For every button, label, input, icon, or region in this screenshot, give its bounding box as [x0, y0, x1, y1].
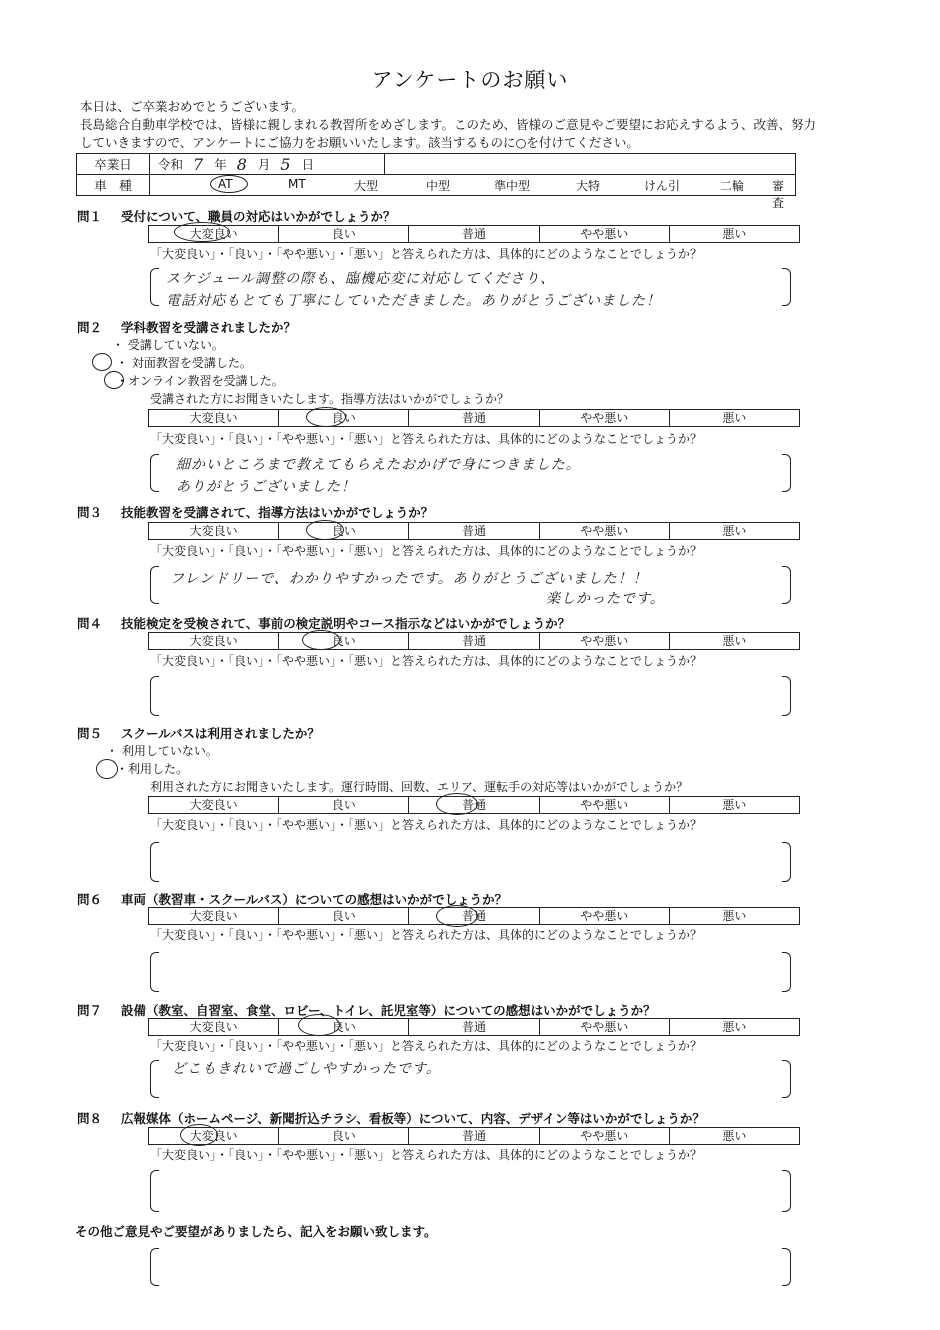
q6-text: 車両（教習車・スクールバス）についての感想はいかがでしょうか？ — [121, 892, 508, 907]
q4-followup: 「大変良い」・「良い」・「やや悪い」・「悪い」と答えられた方は、具体的にどのようなことでしょうか？ — [150, 654, 703, 668]
q1-answer-line-1[interactable]: スケジュール調整の際も、臨機応変に対応してくださり、 — [166, 271, 556, 287]
q1-slightly-bad[interactable]: やや悪い — [540, 226, 670, 242]
q2-good[interactable]: 良い — [279, 410, 409, 426]
q3-scale — [148, 522, 800, 540]
q8-slightly-bad[interactable]: やや悪い — [540, 1128, 670, 1144]
q2-option-inperson[interactable]: ・ 対面教習を受講した。 — [116, 356, 252, 370]
q7-bad[interactable]: 悪い — [722, 1020, 747, 1034]
q3-number: 問３ — [77, 505, 103, 520]
q2-normal[interactable]: 普通 — [409, 410, 539, 426]
q1-answer-line-2[interactable]: 電話対応もとても丁寧にしていただきました。ありがとうございました！ — [166, 293, 661, 309]
vehicle-label: 車 種 — [77, 175, 150, 195]
other-question: その他ご意見やご要望がありましたら、記入をお願い致します。 — [75, 1224, 437, 1239]
q2-subquestion: 受講された方にお聞きいたします。指導方法はいかがでしょうか？ — [150, 392, 510, 406]
q5-option-used-label: 利用した。 — [128, 762, 189, 776]
q3-followup: 「大変良い」・「良い」・「やや悪い」・「悪い」と答えられた方は、具体的にどのようなことでしょうか？ — [150, 544, 703, 558]
q7-followup: 「大変良い」・「良い」・「やや悪い」・「悪い」と答えられた方は、具体的にどのようなことでしょうか？ — [150, 1039, 703, 1053]
q7-text: 設備（教室、自習室、食堂、ロビー、トイレ、託児室等）についての感想はいかがでしょうか？ — [121, 1003, 656, 1018]
q7-very-good[interactable]: 大変良い — [149, 1019, 279, 1035]
q8-normal[interactable]: 普通 — [409, 1128, 539, 1144]
q3-slightly-bad[interactable]: やや悪い — [540, 523, 670, 539]
q2-answer-line-2[interactable]: ありがとうございました！ — [176, 479, 356, 495]
q2-followup: 「大変良い」・「良い」・「やや悪い」・「悪い」と答えられた方は、具体的にどのようなことでしょうか？ — [150, 432, 703, 446]
month-unit: 月 — [257, 157, 271, 172]
header-table — [76, 153, 796, 210]
q5-very-good[interactable]: 大変良い — [149, 797, 279, 813]
q4-very-good[interactable]: 大変良い — [149, 633, 279, 649]
q6-bracket-right — [782, 952, 791, 992]
vehicle-semi-medium[interactable]: 準中型 — [494, 179, 531, 193]
q8-very-good[interactable]: 大変良い — [149, 1128, 279, 1144]
q1-followup: 「大変良い」・「良い」・「やや悪い」・「悪い」と答えられた方は、具体的にどのようなことでしょうか？ — [150, 247, 703, 261]
q4-circle-mark — [302, 630, 340, 650]
q2-option-online[interactable]: ・オンライン教習を受講した。 — [116, 374, 284, 388]
q1-text: 受付について、職員の対応はいかがでしょうか？ — [121, 209, 396, 224]
q6-question — [77, 890, 507, 908]
q1-good[interactable]: 良い — [279, 226, 409, 242]
q8-circle-mark — [180, 1124, 218, 1146]
q5-slightly-bad[interactable]: やや悪い — [540, 797, 670, 813]
q7-good[interactable]: 良い — [279, 1019, 409, 1035]
q7-bracket-right — [782, 1060, 791, 1098]
q7-scale — [148, 1018, 800, 1036]
q5-subquestion: 利用された方にお聞きいたします。運行時間、回数、エリア、運転手の対応等はいかがでしょうか？ — [150, 780, 689, 794]
q6-normal[interactable]: 普通 — [409, 908, 539, 924]
q5-text: スクールバスは利用されましたか？ — [121, 726, 320, 741]
q5-option-none[interactable]: ・ 利用していない。 — [106, 744, 218, 758]
q2-text: 学科教習を受講されましたか？ — [121, 320, 297, 335]
q6-bad[interactable]: 悪い — [722, 909, 747, 923]
graduation-row — [77, 154, 795, 174]
q2-option-inperson-label: 対面教習を受講した。 — [131, 356, 252, 370]
q7-normal[interactable]: 普通 — [409, 1019, 539, 1035]
q4-good[interactable]: 良い — [279, 633, 409, 649]
q1-bracket-right — [782, 268, 791, 306]
intro-line-3: していきますので、アンケートにご協力をお願いいたします。該当するものに○を付けてください。 — [80, 135, 639, 150]
vehicle-special[interactable]: 大特 — [576, 179, 601, 193]
q6-bracket-left — [150, 952, 159, 992]
q2-bracket-right — [782, 454, 791, 492]
year-value[interactable]: 7 — [193, 154, 205, 174]
q8-bad[interactable]: 悪い — [722, 1129, 747, 1143]
vehicle-row — [77, 174, 795, 210]
q2-very-good[interactable]: 大変良い — [149, 410, 279, 426]
q2-number: 問２ — [77, 320, 103, 335]
q1-scale — [148, 225, 800, 243]
q4-bracket-left — [150, 676, 159, 716]
q5-normal[interactable]: 普通 — [409, 797, 539, 813]
q3-question — [77, 503, 433, 521]
vehicle-options — [150, 175, 795, 210]
q1-very-good[interactable]: 大変良い — [149, 226, 279, 242]
q4-text: 技能検定を受検されて、事前の検定説明やコース指示などはいかがでしょうか？ — [121, 616, 571, 631]
q2-bracket-left — [150, 454, 159, 492]
vehicle-medium[interactable]: 中型 — [426, 179, 451, 193]
q7-question — [77, 1001, 656, 1019]
vehicle-tow[interactable]: けん引 — [644, 179, 681, 193]
q7-slightly-bad[interactable]: やや悪い — [540, 1019, 670, 1035]
q3-normal[interactable]: 普通 — [409, 523, 539, 539]
q1-bracket-left — [150, 268, 159, 306]
era-label: 令和 — [158, 157, 184, 172]
q3-bracket-left — [150, 566, 159, 604]
q8-question — [77, 1109, 705, 1127]
q2-option-none[interactable]: ・ 受講していない。 — [112, 338, 224, 352]
q2-bad[interactable]: 悪い — [722, 411, 747, 425]
q4-number: 問４ — [77, 616, 103, 631]
at-circle-mark — [210, 175, 248, 193]
q3-good[interactable]: 良い — [279, 523, 409, 539]
q3-bracket-right — [782, 566, 791, 604]
vehicle-exam[interactable]: 審査 — [772, 179, 785, 210]
q7-circle-mark — [298, 1014, 340, 1036]
q4-bracket-right — [782, 676, 791, 716]
vehicle-motorcycle[interactable]: 二輪 — [720, 179, 745, 193]
q5-option-used[interactable]: ・利用した。 — [116, 762, 189, 776]
q2-slightly-bad[interactable]: やや悪い — [540, 410, 670, 426]
vehicle-mt[interactable]: MT — [288, 177, 306, 191]
q5-bracket-right — [782, 842, 791, 882]
year-unit: 年 — [214, 157, 227, 172]
q5-good[interactable]: 良い — [279, 797, 409, 813]
q2-option-online-label: オンライン教習を受講した。 — [128, 374, 284, 388]
other-bracket-right — [782, 1248, 791, 1286]
q3-bad[interactable]: 悪い — [722, 524, 747, 538]
q3-very-good[interactable]: 大変良い — [149, 523, 279, 539]
q2-circle-mark — [306, 407, 346, 427]
vehicle-large[interactable]: 大型 — [354, 179, 379, 193]
q7-bracket-left — [150, 1060, 159, 1098]
q5-number: 問５ — [77, 726, 103, 741]
intro-line-2: 長島総合自動車学校では、皆様に親しまれる教習所をめざします。このため、皆様のご意見やご要望にお応えするよう、改善、努力 — [80, 117, 817, 132]
q2-scale — [148, 409, 800, 427]
page-title: アンケートのお願い — [371, 68, 569, 92]
q5-used-circle-mark — [96, 759, 118, 779]
q3-text: 技能教習を受講されて、指導方法はいかがでしょうか？ — [121, 505, 434, 520]
vehicle-at[interactable]: AT — [218, 177, 233, 191]
q1-question — [77, 207, 396, 225]
q1-bad[interactable]: 悪い — [722, 227, 747, 241]
q4-bad[interactable]: 悪い — [722, 634, 747, 648]
q7-answer-line-1[interactable]: どこもきれいで過ごしやすかったです。 — [172, 1061, 441, 1077]
q8-good[interactable]: 良い — [279, 1128, 409, 1144]
q2-option-none-label: 受講していない。 — [127, 338, 224, 352]
q3-answer-line-1[interactable]: フレンドリーで、わかりやすかったです。ありがとうございました！！ — [170, 571, 648, 587]
q5-question — [77, 724, 320, 742]
q7-number: 問７ — [77, 1003, 103, 1018]
q5-circle-mark — [436, 793, 478, 815]
q5-option-none-label: 利用していない。 — [121, 744, 218, 758]
q6-good[interactable]: 良い — [279, 908, 409, 924]
q8-number: 問８ — [77, 1111, 103, 1126]
q5-followup: 「大変良い」・「良い」・「やや悪い」・「悪い」と答えられた方は、具体的にどのようなことでしょうか？ — [150, 818, 703, 832]
q6-number: 問６ — [77, 892, 103, 907]
q4-normal[interactable]: 普通 — [409, 633, 539, 649]
q8-scale — [148, 1127, 800, 1145]
day-unit: 日 — [301, 157, 315, 172]
q4-scale — [148, 632, 800, 650]
intro-line-1: 本日は、ご卒業おめでとうございます。 — [80, 99, 305, 114]
other-bracket-left — [150, 1248, 159, 1286]
day-value[interactable]: 5 — [280, 154, 292, 174]
q1-number: 問１ — [77, 209, 103, 224]
q3-answer-line-2[interactable]: 楽しかったです。 — [546, 591, 665, 607]
q1-circle-mark — [174, 222, 230, 242]
q8-bracket-left — [150, 1170, 159, 1212]
q6-very-good[interactable]: 大変良い — [149, 908, 279, 924]
graduation-label: 卒業日 — [77, 154, 150, 174]
q8-bracket-right — [782, 1170, 791, 1212]
q2-question — [77, 318, 296, 336]
q8-text: 広報媒体（ホームページ、新聞折込チラシ、看板等）について、内容、デザイン等はいかがでしょうか？ — [121, 1111, 705, 1126]
q3-circle-mark — [306, 520, 344, 540]
q6-followup: 「大変良い」・「良い」・「やや悪い」・「悪い」と答えられた方は、具体的にどのようなことでしょうか？ — [150, 928, 703, 942]
q6-slightly-bad[interactable]: やや悪い — [540, 908, 670, 924]
month-value[interactable]: 8 — [236, 154, 248, 174]
q1-normal[interactable]: 普通 — [409, 226, 539, 242]
q5-bracket-left — [150, 842, 159, 882]
q2-online-circle-mark — [104, 371, 124, 389]
q6-circle-mark — [436, 905, 478, 927]
q4-slightly-bad[interactable]: やや悪い — [540, 633, 670, 649]
q2-answer-line-1[interactable]: 細かいところまで教えてもらえたおかげで身につきました。 — [176, 457, 581, 473]
q5-bad[interactable]: 悪い — [722, 798, 747, 812]
q2-inperson-circle-mark — [92, 353, 112, 371]
q8-followup: 「大変良い」・「良い」・「やや悪い」・「悪い」と答えられた方は、具体的にどのようなことでしょうか？ — [150, 1148, 703, 1162]
